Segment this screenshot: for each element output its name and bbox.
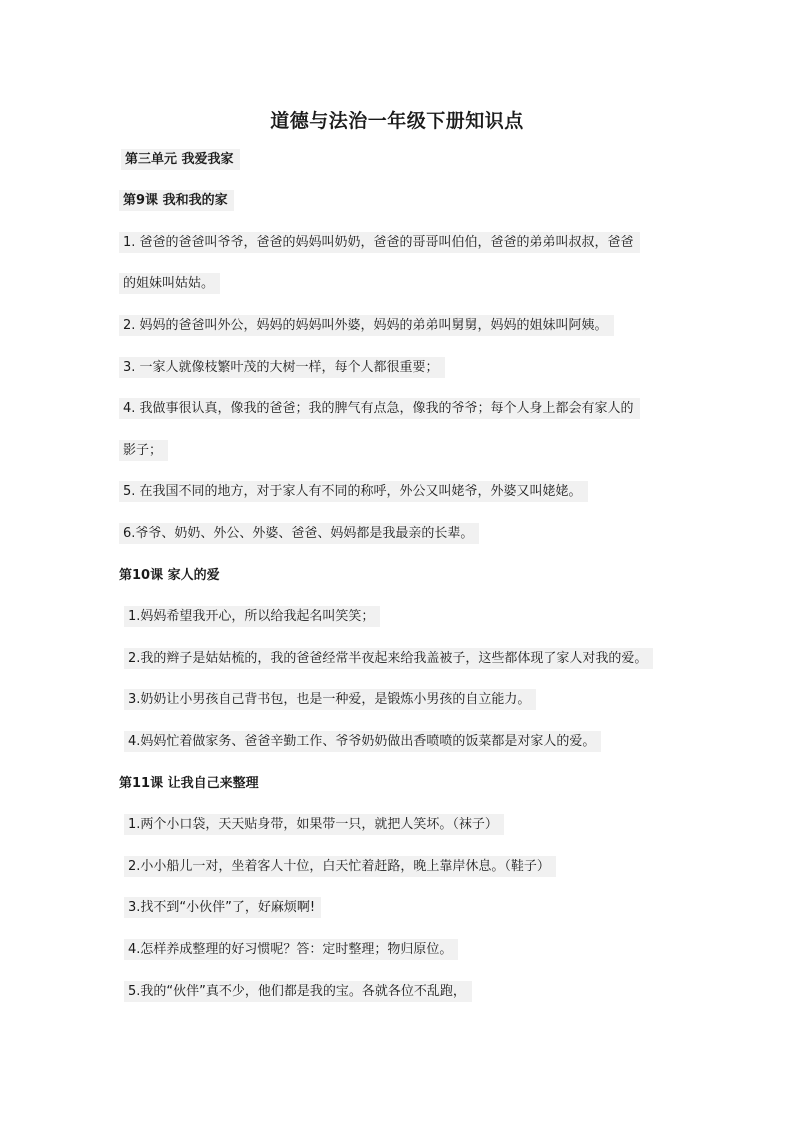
list-item: 4.怎样养成整理的好习惯呢？答：定时整理；物归原位。 <box>124 941 458 959</box>
list-item: 的姐妹叫姑姑。 <box>119 275 220 293</box>
list-item: 5. 在我国不同的地方，对于家人有不同的称呼，外公又叫姥爷，外婆又叫姥姥。 <box>119 483 588 501</box>
lesson-10-heading: 第10课 家人的爱 <box>119 568 220 583</box>
list-item: 4.妈妈忙着做家务、爸爸辛勤工作、爷爷奶奶做出香喷喷的饭菜都是对家人的爱。 <box>124 733 601 751</box>
list-item: 4. 我做事很认真，像我的爸爸；我的脾气有点急，像我的爷爷；每个人身上都会有家人的 <box>119 400 640 418</box>
list-item: 2.小小船儿一对，坐着客人十位，白天忙着赶路，晚上靠岸休息。（鞋子） <box>124 858 556 876</box>
list-item: 3. 一家人就像枝繁叶茂的大树一样，每个人都很重要； <box>119 359 445 377</box>
list-item: 3.找不到“小伙伴”了，好麻烦啊! <box>124 899 321 917</box>
list-item: 3.奶奶让小男孩自己背书包，也是一种爱，是锻炼小男孩的自立能力。 <box>124 691 536 709</box>
list-item: 2.我的辫子是姑姑梳的，我的爸爸经常半夜起来给我盖被子，这些都体现了家人对我的爱。 <box>124 650 653 668</box>
document-title: 道德与法治一年级下册知识点 <box>270 110 524 132</box>
list-item: 1.妈妈希望我开心，所以给我起名叫笑笑； <box>124 608 380 626</box>
lesson-11-heading: 第11课 让我自己来整理 <box>119 776 259 791</box>
lesson-9-heading: 第9课 我和我的家 <box>119 192 234 210</box>
list-item: 影子； <box>119 442 168 460</box>
list-item: 5.我的“伙伴”真不少，他们都是我的宝。各就各位不乱跑， <box>124 983 472 1001</box>
list-item: 1.两个小口袋，天天贴身带，如果带一只，就把人笑坏。（袜子） <box>124 816 504 834</box>
list-item: 2. 妈妈的爸爸叫外公，妈妈的妈妈叫外婆，妈妈的弟弟叫舅舅，妈妈的姐妹叫阿姨。 <box>119 317 614 335</box>
list-item: 6.爷爷、奶奶、外公、外婆、爸爸、妈妈都是我最亲的长辈。 <box>119 525 479 543</box>
list-item: 1. 爸爸的爸爸叫爷爷，爸爸的妈妈叫奶奶，爸爸的哥哥叫伯伯，爸爸的弟弟叫叔叔，爸爸 <box>119 234 640 252</box>
unit-heading: 第三单元 我爱我家 <box>121 151 240 169</box>
